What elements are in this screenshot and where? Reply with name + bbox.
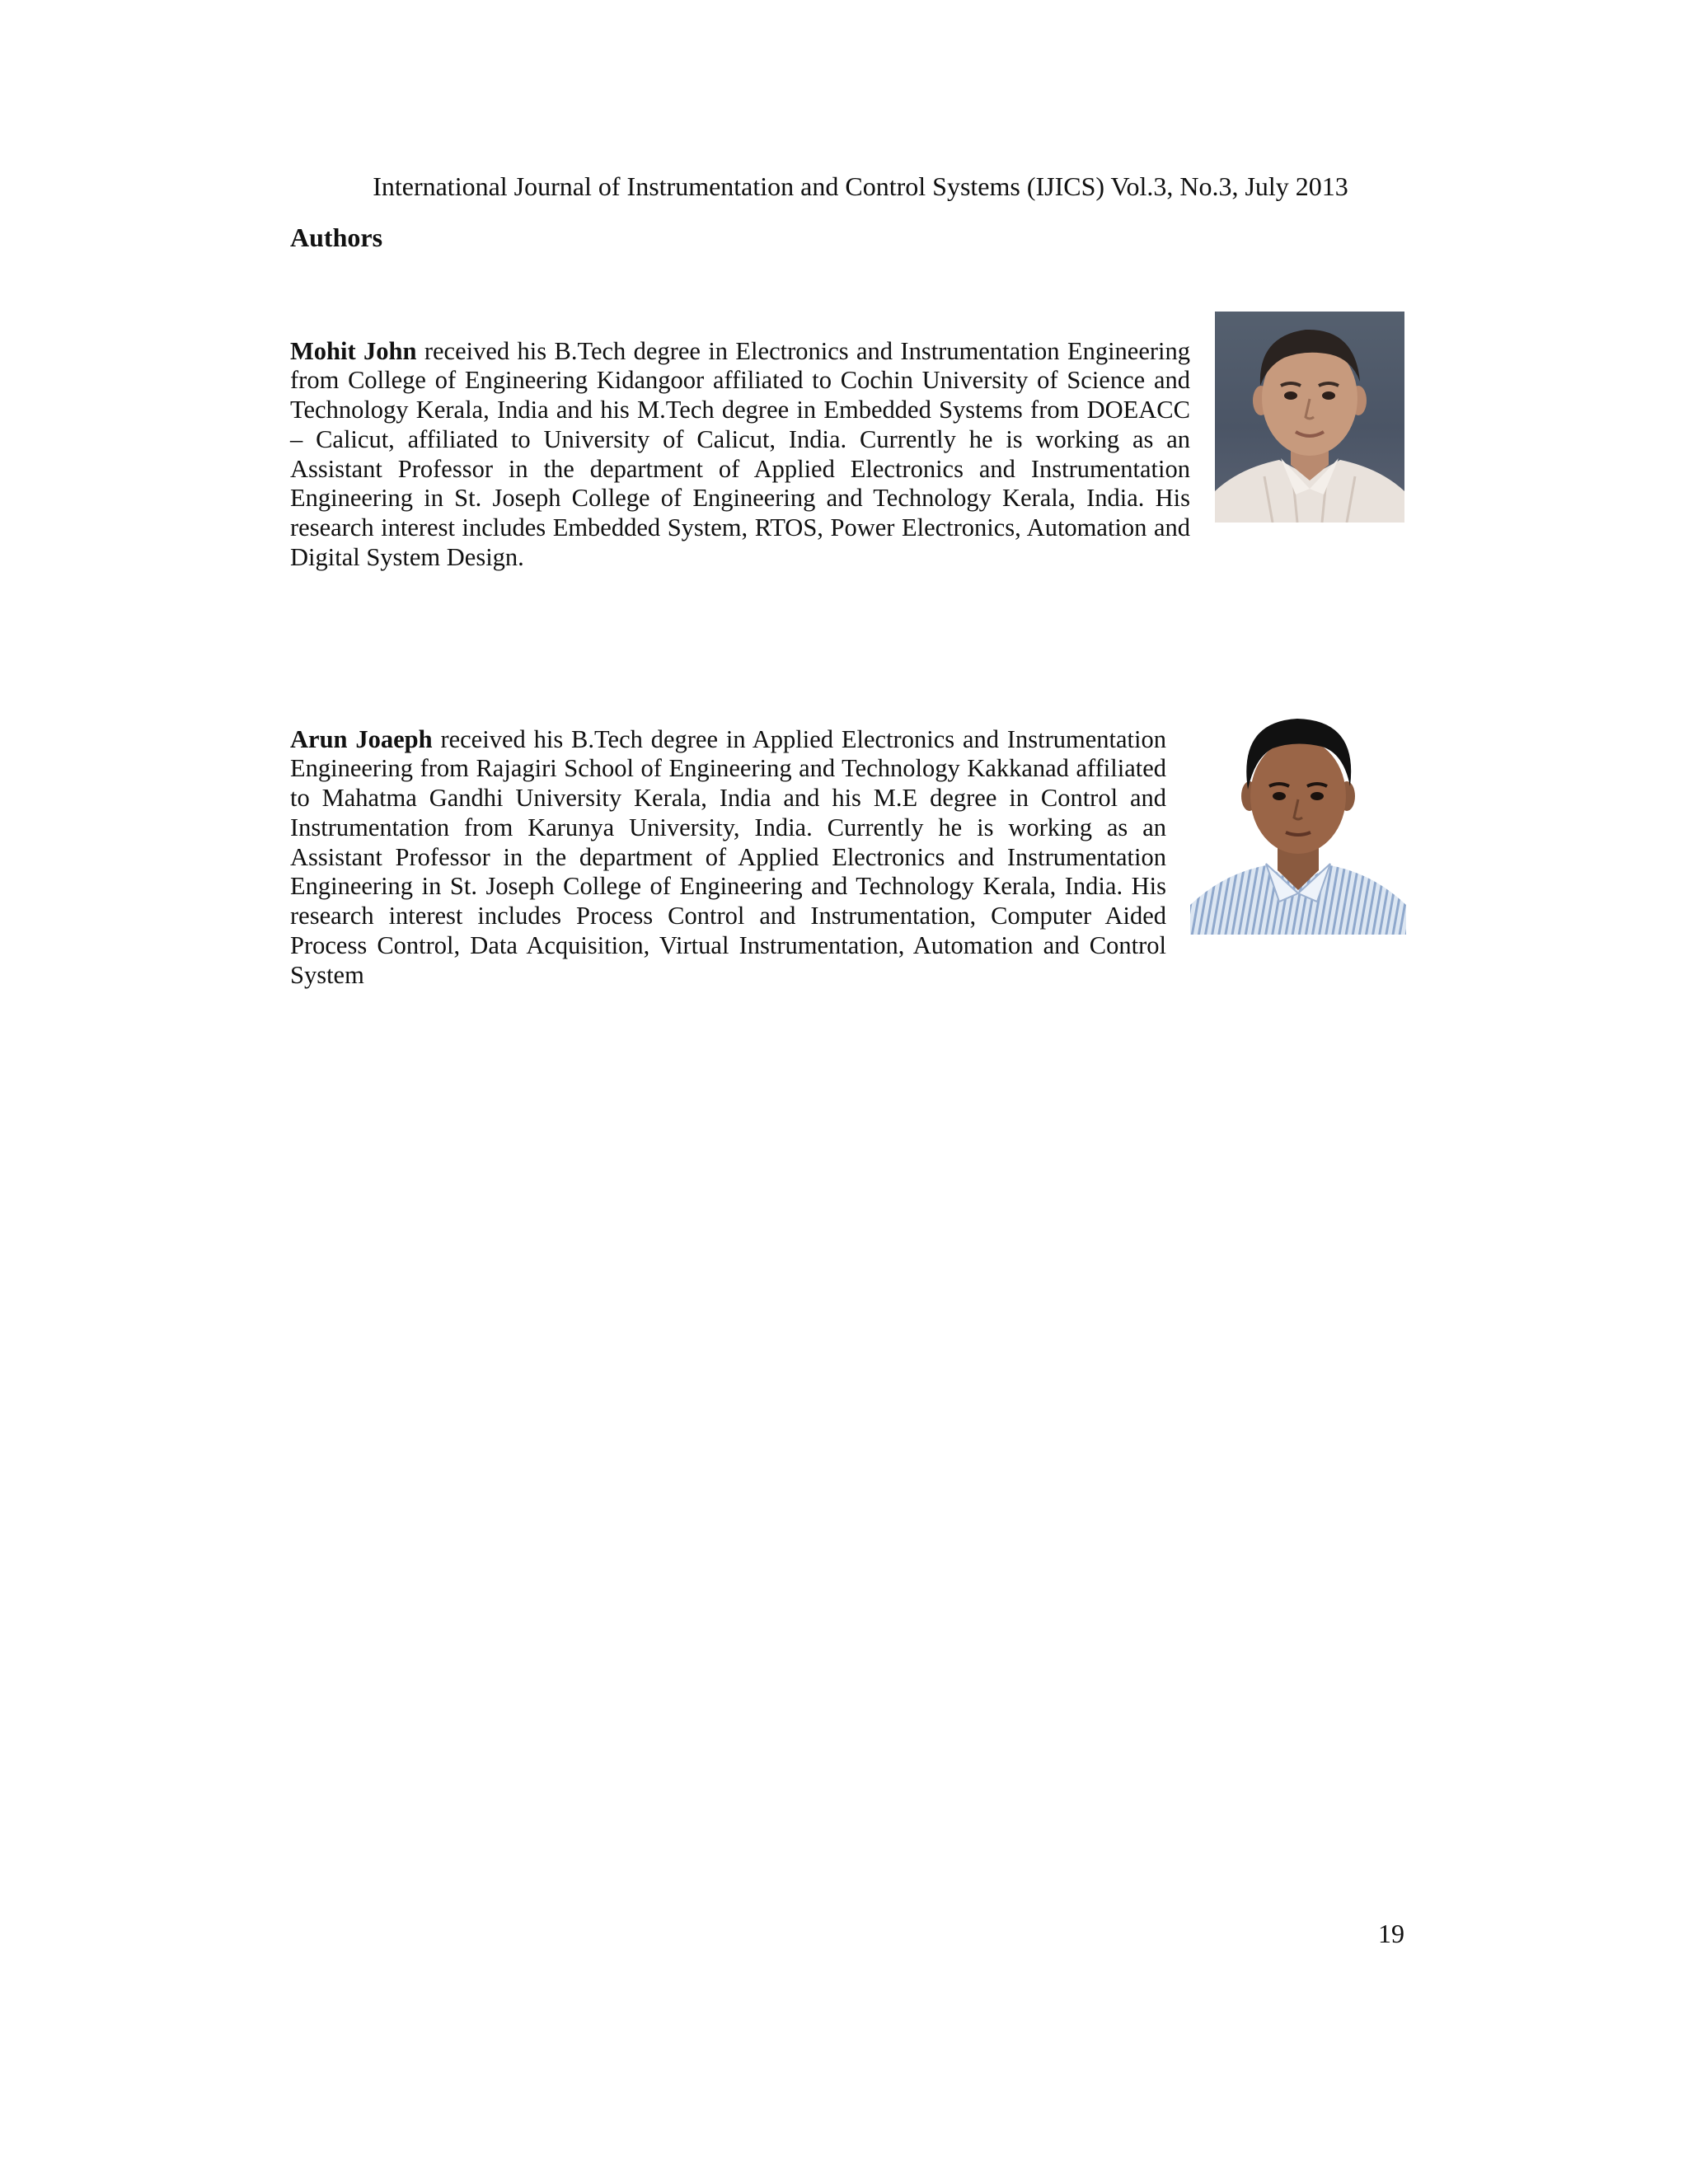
page-number: 19 (1378, 1919, 1404, 1948)
author-name-2: Arun Joaeph (290, 724, 433, 753)
author-bio-1 (290, 337, 1190, 573)
author-bio-text-1: received his B.Tech degree in Electronics and Instrumentation Engineering from College of Engineering Kidangoor affiliated to Cochin University of Science and Technology Kerala, India and his M.Tech degree in Embedded Systems from DOEACC – Calicut, affiliated to University of Calicut, India. Currently he is working as an Assistant Professor in the department of Applied Electronics and Instrumentation Engineering in St. Joseph College of Engineering and Technology Kerala, India. His research interest includes Embedded System, RTOS, Power Electronics, Automation and Digital System Design. (290, 336, 1191, 572)
section-heading-authors: Authors (290, 223, 383, 252)
author-bio-2 (290, 725, 1166, 991)
author-bio-text-2: received his B.Tech degree in Applied Electronics and Instrumentation Engineering from Rajagiri School of Engineering and Technology Kakkanad affiliated to Mahatma Gandhi University Kerala, India and his M.E degree in Control and Instrumentation from Karunya University, India. Currently he is working as an Assistant Professor in the department of Applied Electronics and Instrumentation Engineering in St. Joseph College of Engineering and Technology Kerala, India. His research interest includes Process Control and Instrumentation, Computer Aided Process Control, Data Acquisition, Virtual Instrumentation, Automation and Control System (290, 724, 1167, 989)
running-header: International Journal of Instrumentation and Control Systems (IJICS) Vol.3, No.3, July 2013 (373, 171, 1348, 201)
author-photo-2 (1190, 710, 1406, 935)
portrait-illustration (1190, 710, 1406, 935)
author-name-1: Mohit John (290, 336, 417, 365)
portrait-illustration (1215, 312, 1404, 523)
author-photo-1 (1215, 312, 1404, 523)
